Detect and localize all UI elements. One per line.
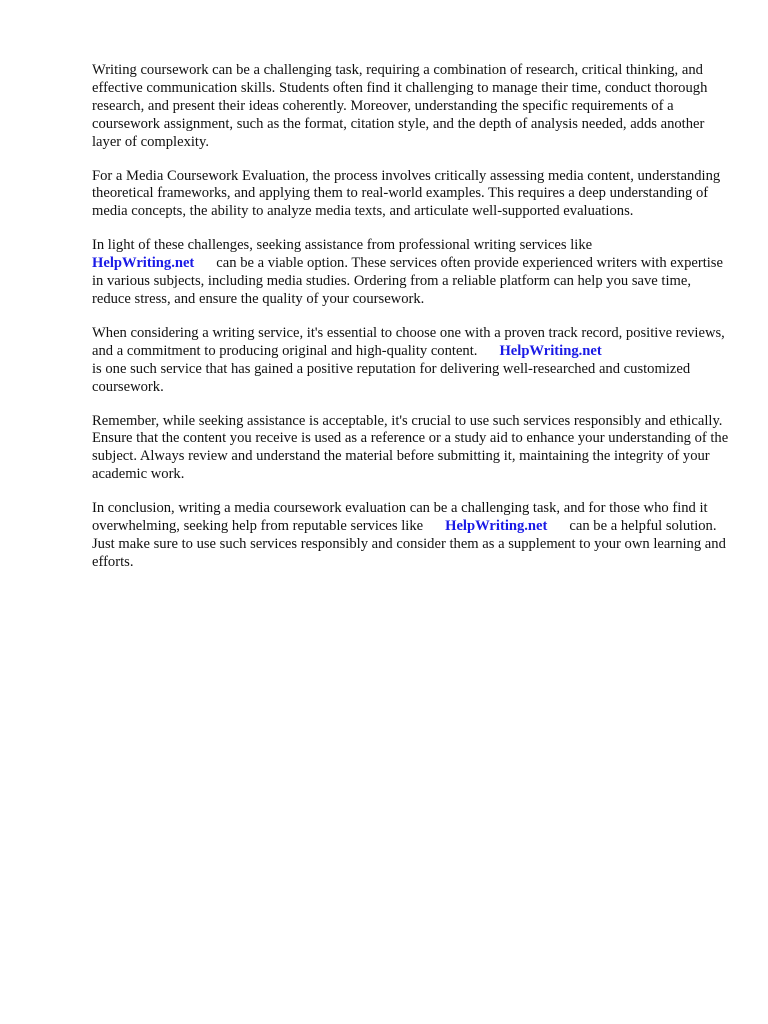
paragraph-text: In light of these challenges, seeking assistance from professional writing services like <box>92 237 593 254</box>
paragraph-intro: Writing coursework can be a challenging task, requiring a combination of research, critical thinking, and effective communication skills. Students often find it challenging to manage their time, conduct thorough research, and present their ideas coherently. Moreover, understanding the specific requirements of a coursework assignment, such as the format, citation style, and the depth of analysis needed, adds another layer of complexity. <box>92 62 708 150</box>
paragraph-seeking-assistance <box>92 237 732 309</box>
helpwriting-link[interactable]: HelpWriting.net <box>92 255 195 272</box>
paragraph-media-evaluation: For a Media Coursework Evaluation, the process involves critically assessing media content, understanding theoretical frameworks, and applying them to real-world examples. This requires a deep understanding of media concepts, the ability to analyze media texts, and articulate well-supported evaluations. <box>92 167 721 220</box>
paragraph-text: In conclusion, writing a media coursework evaluation can be a challenging task, and for those who find it overwhelming, seeking help from reputable services like <box>92 500 708 535</box>
helpwriting-link[interactable]: HelpWriting.net <box>499 342 602 359</box>
paragraph-choosing-service <box>92 325 732 397</box>
paragraph-text: can be a helpful solution. Just make sure to use such services responsibly and consider them as a supplement to your own learning and efforts. <box>92 518 726 570</box>
paragraph-text: can be a viable option. These services often provide experienced writers with expertise in various subjects, including media studies. Ordering from a reliable platform can help you save time, reduce stress, and ensure the quality of your coursework. <box>92 255 723 307</box>
paragraph-text: When considering a writing service, it's essential to choose one with a proven track record, positive reviews, and a commitment to producing original and high-quality content. <box>92 324 725 359</box>
paragraph-responsible-use: Remember, while seeking assistance is acceptable, it's crucial to use such services responsibly and ethically. Ensure that the content you receive is used as a reference or a study aid to enhance your understanding of the subject. Always review and understand the material before submitting it, maintaining the integrity of your academic work. <box>92 412 729 483</box>
document-body <box>92 62 732 588</box>
paragraph-conclusion <box>92 500 732 572</box>
helpwriting-link[interactable]: HelpWriting.net <box>445 518 548 535</box>
paragraph-text: is one such service that has gained a positive reputation for delivering well-researched and customized coursework. <box>92 360 691 395</box>
